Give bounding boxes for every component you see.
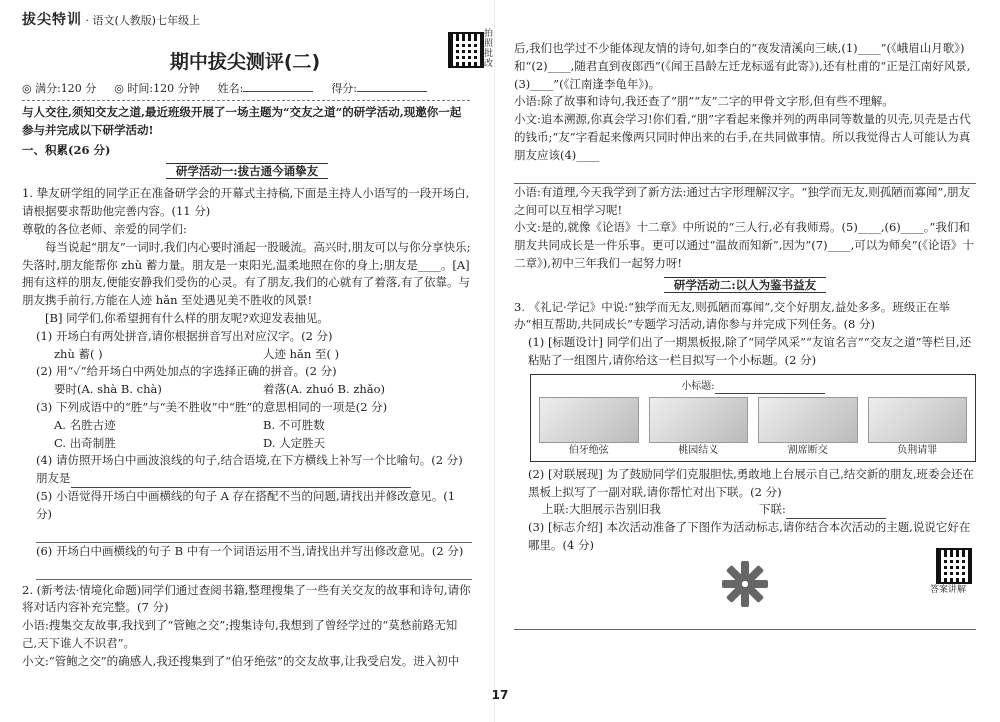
q2-stem: 2. (新考法·情境化命题)同学们通过查阅书籍,整理搜集了一些有关交友的故事和诗句,请你将对话内容补充完整。(7 分) — [22, 582, 471, 615]
r-dialog-4: 小语:有道理,今天我学到了新方法:通过古字形理解汉字。“独学而无友,则孤陋而寡闻”,朋友之间可以互相学习呢! — [514, 184, 970, 217]
full-score: ◎ 满分:120 分 — [22, 82, 97, 95]
q1-sub6: (6) 开场白中画横线的句子 B 中有一个词语运用不当,请找出并写出修改意见。(2 分) — [36, 543, 464, 558]
r-dialog-1: 后,我们也学过不少能体现友情的诗句,如李白的“夜发清溪向三峡,(1)____”(《峨眉山月歌》)和“(2)____,随君直到夜郎西”(《闻王昌龄左迁龙标遥有此寄》),还有杜甫的“正是江南好风景,(3)____”(《江南逢李龟年》)。 — [514, 41, 971, 91]
left-body — [22, 104, 472, 671]
couplet[interactable]: 上联:大胆展示告别旧我 下联: — [514, 501, 976, 519]
brand-logo: 拔尖特训 — [22, 12, 82, 28]
story-picture — [758, 397, 858, 443]
q2-dialog-2: 小文:“管鲍之交”的确感人,我还搜集到了“伯牙绝弦”的交友故事,让我受启发。进入初中 — [22, 653, 460, 668]
divider — [22, 100, 470, 101]
left-page — [0, 0, 494, 722]
right-body — [514, 40, 976, 630]
q1-sub5: (5) 小语觉得开场白中画横线的句子 A 存在搭配不当的问题,请找出并修改意见。(1 分) — [36, 489, 456, 521]
q1-sub1-answers[interactable]: zhù 蓄( ) 人迹 hǎn 至( ) — [54, 346, 340, 361]
brand — [22, 10, 200, 32]
q1-sub3-options[interactable]: A. 名胜古迹 B. 不可胜数 — [54, 417, 325, 432]
story-picture — [539, 397, 639, 443]
q1-sub5-answer-line[interactable] — [36, 524, 472, 543]
gallery-caption[interactable]: 小标题: — [531, 379, 975, 395]
score-label: 得分: — [331, 82, 358, 95]
r-dialog-3: 小文:追本溯源,你真会学习!你们看,“朋”字看起来像并列的两串同等数量的贝壳,贝壳是古代的钱币;“友”字看起来像两只同时伸出来的右手,在共同做事情。所以我觉得古人可能认为真朋友应该(4)____ — [514, 112, 971, 162]
q1-sub3: (3) 下列成语中的“胜”与“美不胜收”中“胜”的意思相同的一项是(2 分) — [36, 400, 388, 414]
q1-sub2-answers[interactable]: 要时(A. shà B. chà) 着落(A. zhuó B. zhǎo) — [54, 382, 386, 397]
q1-sub3-options-2[interactable]: C. 出奇制胜 D. 人定胜天 — [54, 435, 326, 450]
activity-logo-icon — [722, 561, 768, 607]
image-gallery — [530, 374, 976, 462]
story-picture — [868, 397, 968, 443]
gallery-item: 伯牙绝弦 — [539, 397, 639, 459]
exam-meta — [22, 80, 470, 97]
qr-tag: 拍照批改 — [484, 29, 494, 69]
name-label: 姓名: — [217, 82, 244, 95]
q1-sub6-answer-line[interactable] — [36, 561, 472, 580]
q3-sub3: (3) [标志介绍] 本次活动准备了下图作为活动标志,请你结合本次活动的主题,说说它好在哪里。(4 分) — [528, 520, 971, 553]
q3-sub2: (2) [对联展现] 为了鼓励同学们克服胆怯,勇敢地上台展示自己,结交新的朋友,班委会还在黑板上拟写了一副对联,请你帮忙对出下联。(2 分) — [528, 466, 975, 499]
activity-two-heading: 研学活动二:以人为鉴书益友 — [514, 277, 976, 295]
page-title: 期中拔尖测评(二) — [169, 51, 321, 73]
q3-answer-line[interactable] — [514, 611, 976, 630]
r-dialog-2: 小语:除了故事和诗句,我还查了“朋”“友”二字的甲骨文字形,但有些不理解。 — [514, 94, 894, 109]
page-gutter — [494, 0, 495, 722]
activity-one-heading: 研学活动一:拔古通今诵挚友 — [22, 163, 472, 181]
r-answer-line-4[interactable] — [514, 165, 976, 184]
name-field[interactable] — [243, 91, 313, 92]
q3-stem: 3. 《礼记·学记》中说:“独学而无友,则孤陋而寡闻”,交个好朋友,益处多多。班级正在举办“相互帮助,共同成长”专题学习活动,请你参与并完成下列任务。(8 分) — [514, 299, 950, 332]
q1-stem: 1. 挚友研学组的同学正在准备研学会的开幕式主持稿,下面是主持人小语写的一段开场白,请根据要求帮助他完善内容。(11 分) — [22, 186, 470, 219]
q1-sub1: (1) 开场白有两处拼音,请你根据拼音写出对应汉字。(2 分) — [36, 328, 333, 343]
r-dialog-5: 小文:是的,就像《论语》十二章》中所说的“三人行,必有我师焉。(5)____,(6)____。”我们和朋友共同成长是一件乐事。更可以通过“温故而知新”,因为“(7)____,可以为师矣”(《论语》十二章》),初中三年我们一起努力呀! — [514, 220, 974, 270]
q1-passage-b: [B] 同学们,你希望拥有什么样的朋友呢?欢迎发表抽见。 — [45, 310, 329, 325]
brand-subject: · 语文(人教版)七年级上 — [85, 14, 201, 27]
intro-text: 与人交往,须知交友之道,最近班级开展了一场主题为“交友之道”的研学活动,现邀你一起参与并完成以下研学活动! — [22, 105, 462, 137]
section-heading: 一、积累(26 分) — [22, 142, 111, 157]
answer-qr-caption: 答案讲解 — [930, 585, 967, 595]
answer-qr-code-icon[interactable] — [936, 548, 972, 584]
q2-dialog-1: 小语:搜集交友故事,我找到了“管鲍之交”;搜集诗句,我想到了曾经学过的“莫愁前路无知己,天下谁人不识君”。 — [22, 618, 458, 650]
q1-sub2: (2) 用“✓”给开场白中两处加点的字选择正确的拼音。(2 分) — [36, 364, 337, 379]
gallery-item: 桃园结义 — [649, 397, 749, 459]
q3-sub1: (1) [标题设计] 同学们出了一期黑板报,除了“同学风采”“友谊名言”“交友之道”等栏目,还粘贴了一组图片,请你给这一栏目拟写一个小标题。(2 分) — [528, 335, 972, 367]
q1-sub4: (4) 请仿照开场白中画波浪线的句子,结合语境,在下方横线上补写一个比喻句。(2 分) — [36, 453, 463, 468]
q1-greeting: 尊敬的各位老师、亲爱的同学们: — [22, 221, 187, 236]
gallery-item: 负荆请罪 — [868, 397, 968, 459]
score-field[interactable] — [357, 91, 427, 92]
page-number: 17 — [491, 688, 509, 702]
q1-sub4-answer[interactable]: 朋友是 — [22, 470, 472, 488]
story-picture — [649, 397, 749, 443]
q1-passage: 每当说起“朋友”一词时,我们内心要时涌起一股暖流。高兴时,朋友可以与你分享快乐;失落时,朋友能帮你 zhù 蓄力量。朋友是一束阳光,温柔地照在你的身上;朋友是____。[A] 拥有这样的朋友,便能安静我们受伤的心灵。有了朋友,我们的心就有了着落,有了依靠。与朋友携手前行,方能在人迹 hǎn 至处遇见美不胜收的风景! — [22, 239, 471, 308]
gallery-item: 割席断交 — [758, 397, 858, 459]
time-limit: ◎ 时间:120 分钟 — [114, 82, 200, 95]
